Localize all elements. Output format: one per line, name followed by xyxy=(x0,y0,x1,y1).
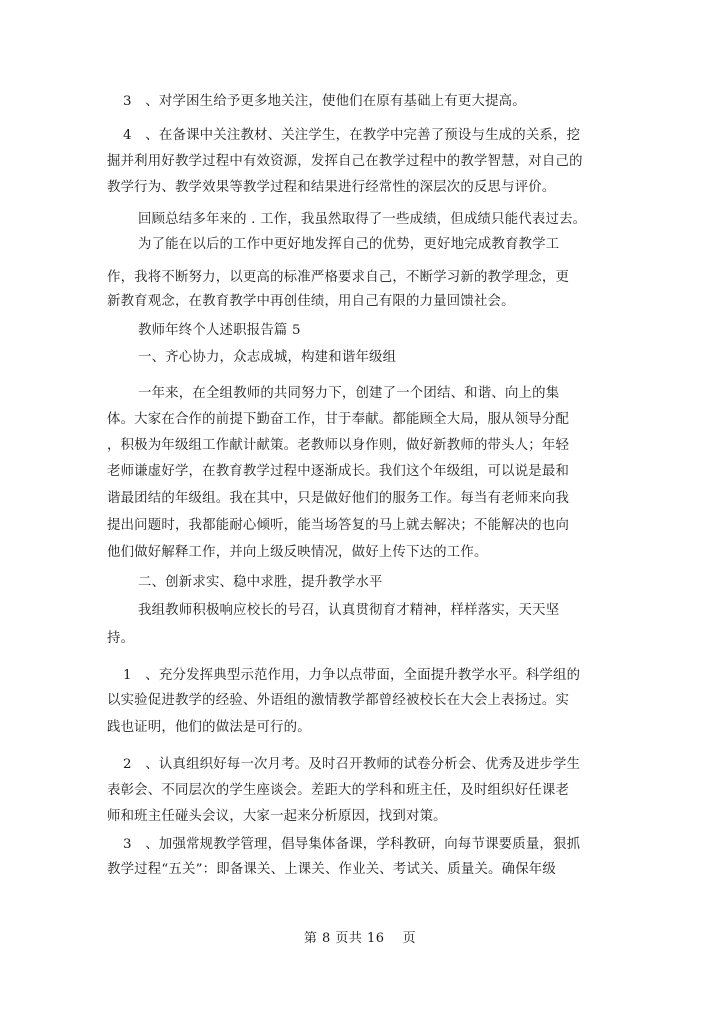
text-line: 表彰会、不同层次的学生座谈会。差距大的学科和班主任，及时组织好任课老 xyxy=(107,783,570,798)
text-line: 谐最团结的年级组。我在其中，只是做好他们的服务工作。每当有老师来向我 xyxy=(107,491,570,506)
text-line: ，积极为年级组工作献计献策。老教师以身作则，做好新教师的带头人；年轻 xyxy=(107,438,570,453)
text-line: 践也证明，他们的做法是可行的。 xyxy=(107,720,311,735)
text-line: 4 、在备课中关注教材、关注学生，在教学中完善了预设与生成的关系，挖 xyxy=(123,128,581,143)
text-line: 一年来，在全组教师的共同努力下，创建了一个团结、和谐、向上的集 xyxy=(138,386,560,401)
text-line: 掘并利用好教学过程中有效资源，发挥自己在教学过程中的教学智慧，对自己的 xyxy=(107,154,583,169)
text-line: 体。大家在合作的前提下勤奋工作，甘于奉献。都能顾全大局，服从领导分配 xyxy=(107,412,570,427)
text-line: 我组教师积极响应校长的号召，认真贯彻育才精神，样样落实，天天坚 xyxy=(138,603,560,618)
text-line: 回顾总结多年来的 . 工作，我虽然取得了一些成绩，但成绩只能代表过去。 xyxy=(138,212,587,227)
text-line: 教学过程“五关”：即备课关、上课关、作业关、考试关、质量关。确保年级 xyxy=(107,862,556,877)
section-heading: 二、创新求实、稳中求胜，提升教学水平 xyxy=(138,575,383,590)
text-line: 3 、对学困生给予更多地关注，使他们在原有基础上有更大提高。 xyxy=(123,94,526,109)
section-heading: 一、齐心协力，众志成城，构建和谐年级组 xyxy=(138,350,397,365)
text-line: 新教育观念，在教育教学中再创佳绩，用自己有限的力量回馈社会。 xyxy=(107,294,515,309)
text-line: 提出问题时，我都能耐心倾听，能当场答复的马上就去解决；不能解决的也向 xyxy=(107,518,570,533)
text-line: 师和班主任碰头会议，大家一起来分析原因，找到对策。 xyxy=(107,809,447,824)
section-title: 教师年终个人述职报告篇 5 xyxy=(138,323,301,338)
text-line: 为了能在以后的工作中更好地发挥自己的优势，更好地完成教育教学工 xyxy=(138,237,560,252)
text-line: 以实验促进教学的经验、外语组的激情教学都曾经被校长在大会上表扬过。实 xyxy=(107,693,570,708)
text-line: 2 、认真组织好每一次月考。及时召开教师的试卷分析会、优秀及进步学生 xyxy=(123,757,581,772)
page-number-footer: 第 8 页共 16 页 xyxy=(303,931,417,946)
text-line: 教学行为、教学效果等教学过程和结果进行经常性的深层次的反思与评价。 xyxy=(107,180,556,195)
text-line: 老师谦虚好学，在教育教学过程中逐渐成长。我们这个年级组，可以说是最和 xyxy=(107,464,570,479)
text-line: 3 、加强常规教学管理，倡导集体备课，学科教研，向每节课要质量，狠抓 xyxy=(123,837,581,852)
text-line: 作，我将不断努力，以更高的标准严格要求自己，不断学习新的教学理念，更 xyxy=(107,270,570,285)
text-line: 1 、充分发挥典型示范作用，力争以点带面，全面提升教学水平。科学组的 xyxy=(123,668,581,683)
text-line: 持。 xyxy=(107,631,135,646)
text-line: 他们做好解释工作，并向上级反映情况，做好上传下达的工作。 xyxy=(107,545,488,560)
